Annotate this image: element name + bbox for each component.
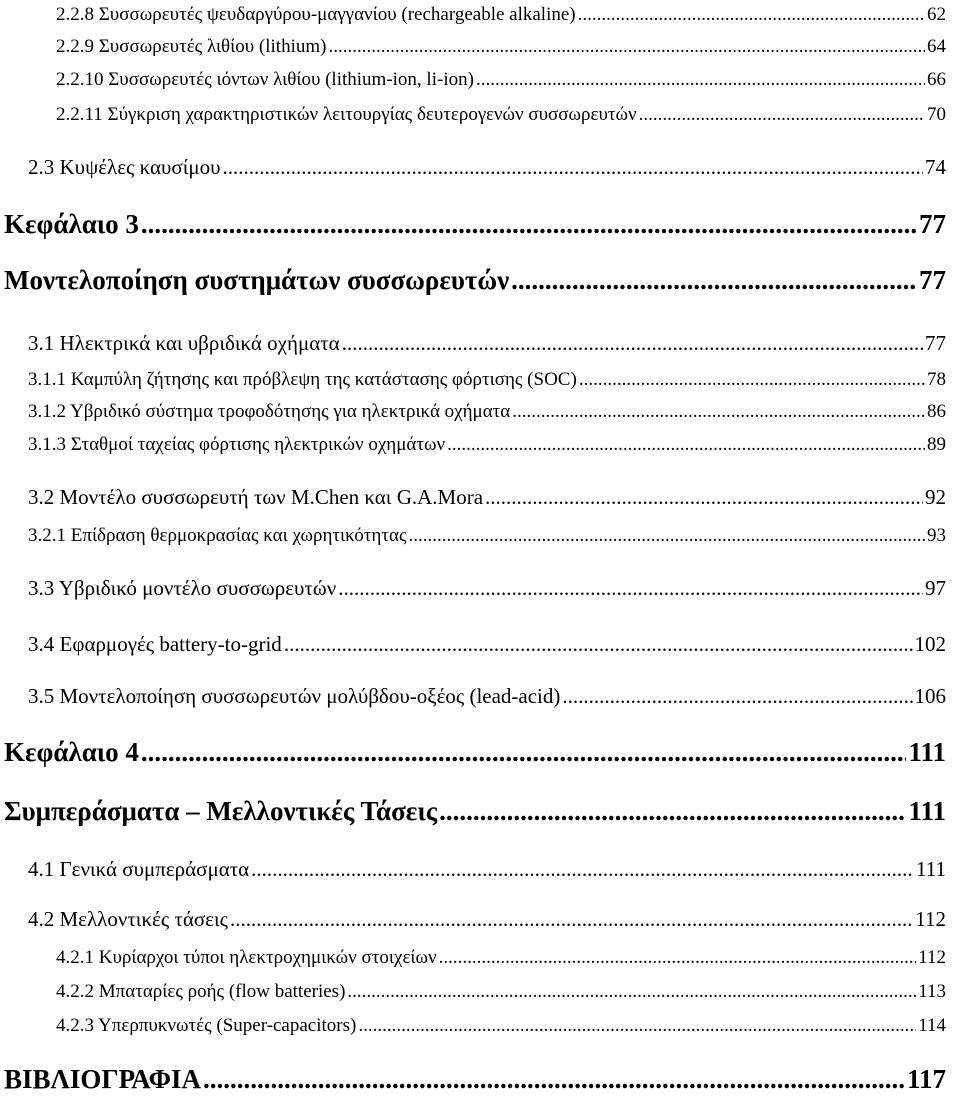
entry-label: 3.5 Μοντελοποίηση συσσωρευτών μολύβδου-οξέος (lead-acid)	[28, 684, 561, 708]
toc-chapter[interactable]	[4, 737, 946, 768]
page-number: 113	[918, 981, 946, 1002]
dot-leader	[512, 401, 925, 423]
entry-label: 2.2.11 Σύγκριση χαρακτηριστικών λειτουργίας δευτερογενών συσσωρευτών	[56, 104, 637, 125]
toc-entry[interactable]	[56, 4, 946, 26]
toc-entry[interactable]	[56, 69, 946, 91]
dot-leader	[578, 4, 925, 26]
toc-chapter[interactable]	[4, 265, 946, 296]
entry-label: 2.2.10 Συσσωρευτές ιόντων λιθίου (lithium-ion, li-ion)	[56, 69, 474, 90]
entry-label: Συμπεράσματα – Μελλοντικές Τάσεις	[4, 796, 438, 826]
dot-leader	[476, 69, 925, 91]
page-number: 70	[927, 104, 946, 125]
toc-entry[interactable]	[28, 525, 946, 547]
dot-leader	[439, 796, 906, 827]
page-number: 114	[918, 1015, 946, 1036]
entry-label: 3.1 Ηλεκτρικά και υβριδικά οχήματα	[28, 331, 340, 355]
page-number: 102	[914, 632, 946, 656]
dot-leader	[203, 1064, 905, 1095]
dot-leader	[439, 947, 917, 969]
toc-chapter[interactable]	[4, 1064, 946, 1095]
dot-leader	[223, 155, 923, 180]
toc-chapter[interactable]	[4, 796, 946, 827]
entry-label: 3.1.2 Υβριδικό σύστημα τροφοδότησης για ηλεκτρικά οχήματα	[28, 401, 511, 422]
entry-label: 2.2.8 Συσσωρευτές ψευδαργύρου-μαγγανίου (rechargeable alkaline)	[56, 4, 576, 25]
dot-leader	[141, 737, 907, 768]
dot-leader	[511, 265, 917, 296]
entry-label: 4.2.3 Υπερπυκνωτές (Super-capacitors)	[56, 1015, 357, 1036]
toc-entry[interactable]	[28, 155, 946, 180]
toc-entry[interactable]	[28, 576, 946, 601]
dot-leader	[328, 36, 925, 58]
toc-entry[interactable]	[28, 485, 946, 510]
page-number: 97	[925, 576, 946, 600]
page-number: 86	[927, 401, 946, 422]
entry-label: 2.3 Κυψέλες καυσίμου	[28, 155, 221, 179]
page-number: 93	[927, 525, 946, 546]
page-number: 77	[919, 209, 946, 239]
toc-entry[interactable]	[56, 981, 946, 1003]
entry-label: 3.1.3 Σταθμοί ταχείας φόρτισης ηλεκτρικών οχημάτων	[28, 434, 446, 455]
page-number: 111	[908, 796, 946, 826]
toc-entry[interactable]	[28, 857, 946, 882]
toc-entry[interactable]	[56, 104, 946, 126]
page-number: 66	[927, 69, 946, 90]
dot-leader	[447, 434, 925, 456]
entry-label: 4.1 Γενικά συμπεράσματα	[28, 857, 250, 881]
toc-entry[interactable]	[28, 907, 946, 932]
entry-label: 3.1.1 Καμπύλη ζήτησης και πρόβλεψη της κατάστασης φόρτισης (SOC)	[28, 369, 577, 390]
entry-label: ΒΙΒΛΙΟΓΡΑΦΙΑ	[4, 1064, 202, 1094]
dot-leader	[342, 331, 923, 356]
dot-leader	[338, 576, 923, 601]
entry-label: 3.3 Υβριδικό μοντέλο συσσωρευτών	[28, 576, 337, 600]
page-number: 78	[927, 369, 946, 390]
dot-leader	[141, 209, 917, 240]
toc-entry[interactable]	[28, 401, 946, 423]
entry-label: 2.2.9 Συσσωρευτές λιθίου (lithium)	[56, 36, 327, 57]
toc-entry[interactable]	[56, 36, 946, 58]
entry-label: Μοντελοποίηση συστημάτων συσσωρευτών	[4, 265, 510, 295]
page-number: 74	[925, 155, 946, 179]
entry-label: Κεφάλαιο 4	[4, 737, 139, 767]
toc-entry[interactable]	[56, 947, 946, 969]
dot-leader	[358, 1015, 916, 1037]
page-number: 106	[914, 684, 946, 708]
dot-leader	[485, 485, 923, 510]
dot-leader	[251, 857, 914, 882]
page-number: 77	[919, 265, 946, 295]
dot-leader	[562, 684, 912, 709]
dot-leader	[284, 632, 913, 657]
page-number: 89	[927, 434, 946, 455]
page-number: 112	[915, 907, 946, 931]
dot-leader	[230, 907, 913, 932]
dot-leader	[579, 369, 925, 391]
toc-entry[interactable]	[28, 632, 946, 657]
toc-entry[interactable]	[56, 1015, 946, 1037]
page-number: 117	[906, 1064, 946, 1094]
page-number: 62	[927, 4, 946, 25]
entry-label: Κεφάλαιο 3	[4, 209, 139, 239]
entry-label: 3.4 Εφαρμογές battery-to-grid	[28, 632, 282, 656]
entry-label: 3.2 Μοντέλο συσσωρευτή των M.Chen και G.A.Mora	[28, 485, 484, 509]
toc-entry[interactable]	[28, 369, 946, 391]
dot-leader	[408, 525, 925, 547]
entry-label: 4.2.2 Μπαταρίες ροής (flow batteries)	[56, 981, 346, 1002]
toc-entry[interactable]	[28, 434, 946, 456]
page-number: 64	[927, 36, 946, 57]
entry-label: 3.2.1 Επίδραση θερμοκρασίας και χωρητικότητας	[28, 525, 407, 546]
entry-label: 4.2.1 Κυρίαρχοι τύποι ηλεκτροχημικών στοιχείων	[56, 947, 437, 968]
dot-leader	[347, 981, 916, 1003]
page-number: 77	[925, 331, 946, 355]
entry-label: 4.2 Μελλοντικές τάσεις	[28, 907, 228, 931]
toc-entry[interactable]	[28, 331, 946, 356]
page-number: 111	[916, 857, 946, 881]
dot-leader	[639, 104, 925, 126]
page-number: 112	[918, 947, 946, 968]
page-number: 92	[925, 485, 946, 509]
toc-entry[interactable]	[28, 684, 946, 709]
toc-chapter[interactable]	[4, 209, 946, 240]
page-number: 111	[908, 737, 946, 767]
